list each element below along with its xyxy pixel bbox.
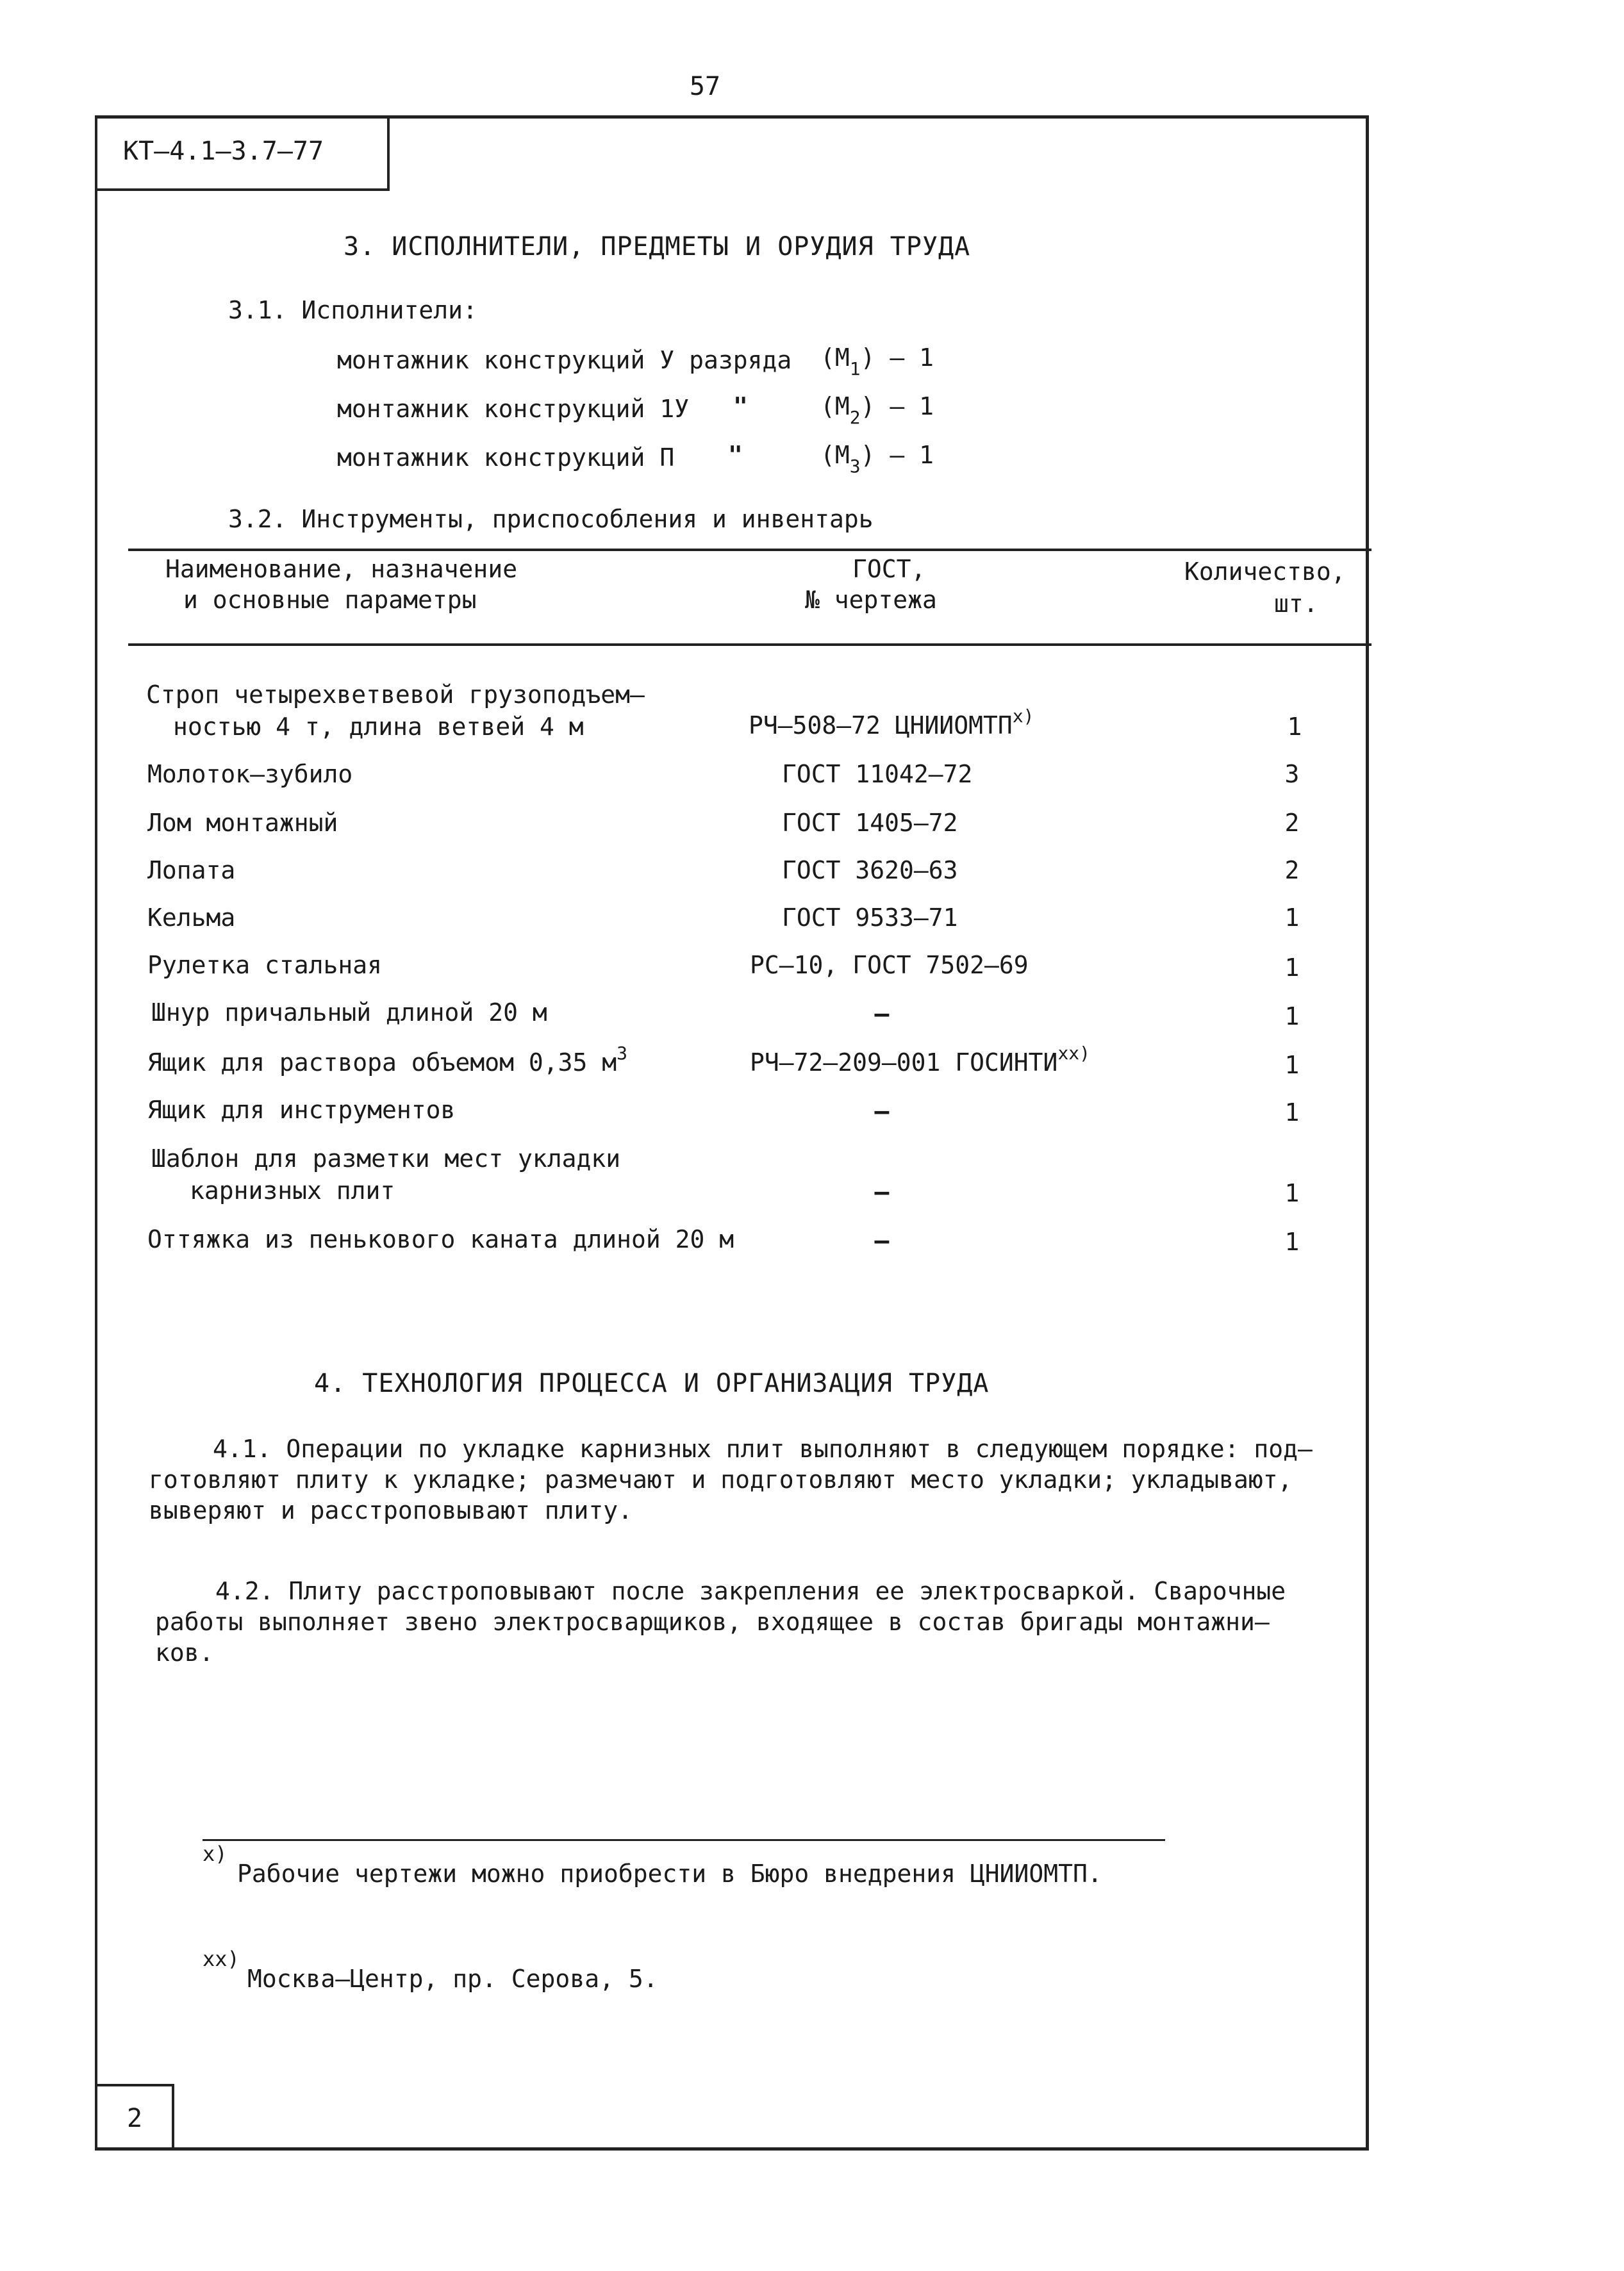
row-3-name: Лом монтажный — [147, 809, 338, 837]
paragraph-4-1-line3: выверяют и расстроповывают плиту. — [149, 1496, 633, 1524]
row-1-qty: 1 — [1287, 713, 1302, 741]
header-qty-line1: Количество, — [1184, 557, 1346, 586]
row-9-gost: – — [874, 1097, 890, 1125]
row-11-name: Оттяжка из пенькового каната длиной 20 м — [147, 1225, 734, 1253]
document-code: КТ–4.1–3.7–77 — [123, 136, 324, 166]
row-1-gost: РЧ–508–72 ЦНИИОМТП$^{x)}$ — [749, 706, 1034, 739]
header-gost-line1: ГОСТ, — [852, 555, 926, 583]
page-frame — [95, 115, 1369, 2151]
row-5-name: Кельма — [147, 904, 236, 932]
footnote-1-text: Рабочие чертежи можно приобрести в Бюро внедрения ЦНИИОМТП. — [237, 1860, 1102, 1888]
paragraph-4-1-line1: 4.1. Операции по укладке карнизных плит выполняют в следующем порядке: под– — [213, 1435, 1313, 1463]
worker-2-code: $(М_2) - 1$ — [820, 392, 934, 428]
row-4-name: Лопата — [147, 856, 236, 884]
worker-3-description: монтажник конструкций П — [337, 443, 675, 472]
row-7-qty: 1 — [1284, 1002, 1300, 1030]
row-8-qty: 1 — [1284, 1051, 1300, 1079]
paragraph-4-2-line1: 4.2. Плиту расстроповывают после закрепления ее электросваркой. Сварочные — [215, 1577, 1286, 1605]
paragraph-4-1-line2: готовляют плиту к укладке; размечают и подготовляют место укладки; укладывают, — [149, 1466, 1293, 1494]
header-gost-line2: № чертежа — [805, 586, 937, 614]
worker-2-description: монтажник конструкций 1У — [337, 395, 690, 423]
row-5-qty: 1 — [1284, 904, 1300, 932]
row-3-gost: ГОСТ 1405–72 — [782, 809, 958, 837]
header-name-line1: Наименование, назначение — [165, 555, 518, 583]
row-7-name: Шнур причальный длиной 20 м — [151, 998, 547, 1027]
table-top-rule — [128, 549, 1371, 551]
row-10-qty: 1 — [1284, 1179, 1300, 1207]
row-2-qty: 3 — [1284, 760, 1300, 788]
row-8-name: Ящик для раствора объемом 0,35 $м^3$ — [147, 1043, 627, 1077]
row-6-name: Рулетка стальная — [147, 951, 383, 979]
worker-3-code: $(М_3) - 1$ — [820, 441, 934, 477]
row-10-name-line1: Шаблон для разметки мест укладки — [151, 1144, 621, 1173]
sheet-number-stamp — [97, 2084, 174, 2151]
row-8-gost: РЧ–72–209–001 ГОСИНТИ$^{xx)}$ — [750, 1043, 1091, 1077]
row-9-name: Ящик для инструментов — [147, 1096, 456, 1124]
section-4-title: 4. ТЕХНОЛОГИЯ ПРОЦЕССА И ОРГАНИЗАЦИЯ ТРУДА — [314, 1369, 990, 1398]
header-name-line2: и основные параметры — [183, 586, 477, 614]
document-code-stamp — [95, 115, 390, 191]
row-1-name-line2: ностью 4 т, длина ветвей 4 м — [173, 713, 584, 741]
page-number: 57 — [689, 72, 721, 101]
header-qty-line2: шт. — [1274, 590, 1318, 618]
section-3-title: 3. ИСПОЛНИТЕЛИ, ПРЕДМЕТЫ И ОРУДИЯ ТРУДА — [344, 232, 971, 261]
worker-2-ditto: " — [733, 392, 748, 420]
row-5-gost: ГОСТ 9533–71 — [782, 904, 958, 932]
row-9-qty: 1 — [1284, 1098, 1300, 1127]
sheet-number: 2 — [126, 2104, 143, 2133]
row-1-name-line1: Строп четырехветвевой грузоподъем– — [146, 681, 645, 709]
row-3-qty: 2 — [1284, 809, 1300, 837]
row-4-gost: ГОСТ 3620–63 — [782, 856, 958, 884]
worker-1-code: $(М_1) - 1$ — [820, 343, 934, 379]
footnote-2-mark: xx) — [203, 1947, 240, 1971]
worker-3-ditto: " — [728, 441, 743, 469]
subsection-3-2-title: 3.2. Инструменты, приспособления и инвентарь — [228, 505, 874, 533]
row-2-name: Молоток–зубило — [147, 760, 353, 788]
row-10-name-line2: карнизных плит — [190, 1177, 395, 1205]
table-header-rule — [128, 643, 1371, 646]
row-6-gost: РС–10, ГОСТ 7502–69 — [750, 951, 1029, 979]
subsection-3-1-title: 3.1. Исполнители: — [228, 296, 477, 324]
row-2-gost: ГОСТ 11042–72 — [782, 760, 973, 788]
row-11-gost: – — [874, 1226, 890, 1255]
worker-1-description: монтажник конструкций У разряда — [337, 346, 792, 374]
row-6-qty: 1 — [1284, 954, 1300, 982]
footnote-separator — [203, 1839, 1165, 1841]
row-4-qty: 2 — [1284, 856, 1300, 884]
row-7-gost: – — [874, 1000, 890, 1028]
footnote-2-text: Москва–Центр, пр. Серова, 5. — [247, 1965, 658, 1993]
paragraph-4-2-line3: ков. — [155, 1639, 214, 1667]
row-11-qty: 1 — [1284, 1228, 1300, 1256]
footnote-1-mark: x) — [203, 1842, 228, 1866]
row-10-gost: – — [874, 1178, 890, 1206]
paragraph-4-2-line2: работы выполняет звено электросварщиков, входящее в состав бригады монтажни– — [155, 1608, 1270, 1636]
